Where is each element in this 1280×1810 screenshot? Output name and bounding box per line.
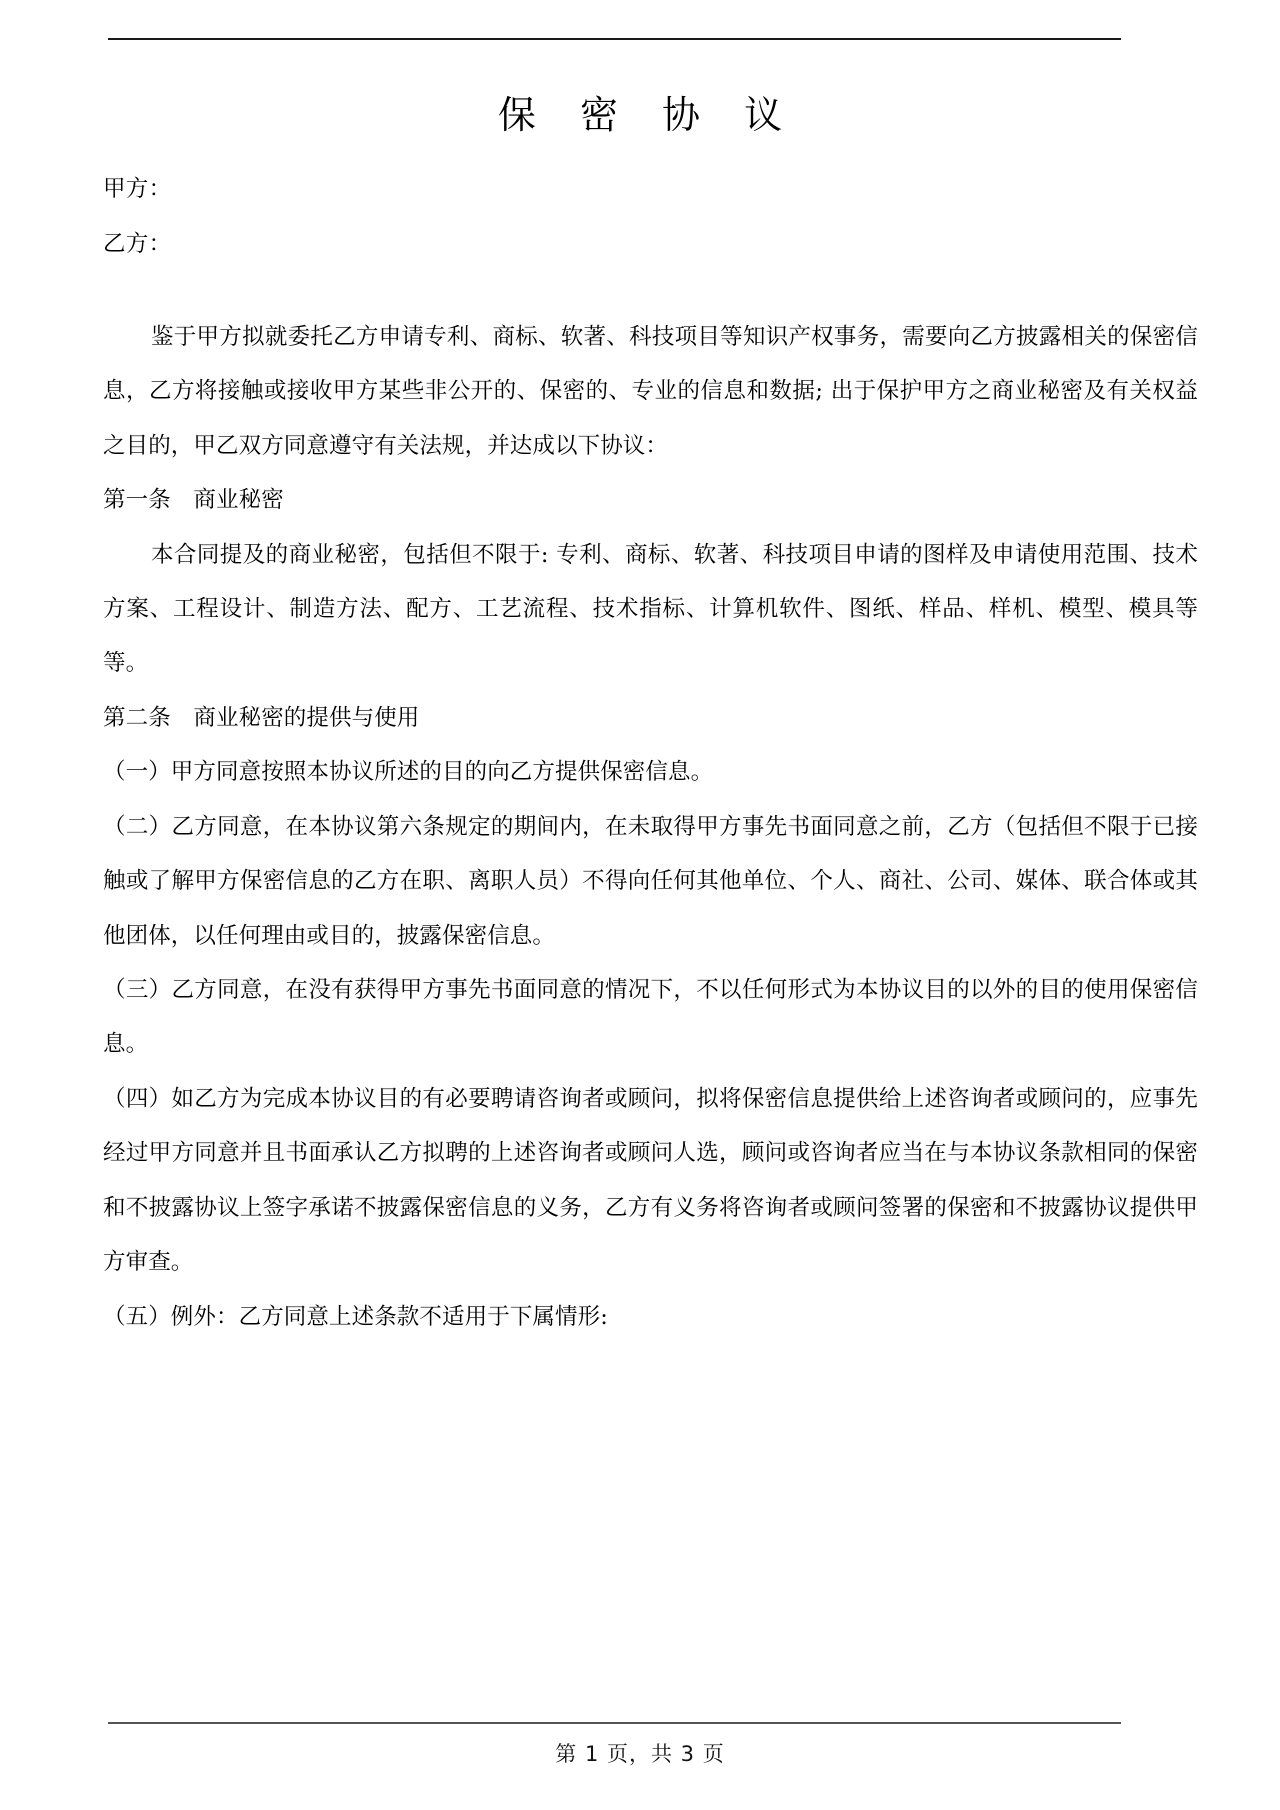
section-heading-2: 第二条 商业秘密的提供与使用 xyxy=(103,704,420,731)
page-footer xyxy=(0,1694,1280,1810)
party-b-label: 乙方： xyxy=(103,230,172,257)
parties-block xyxy=(0,162,1280,272)
document-content xyxy=(0,46,1280,1344)
section-2-item-1: （一）甲方同意按照本协议所述的目的向乙方提供保密信息。 xyxy=(103,759,714,786)
header-divider xyxy=(108,38,1121,40)
party-a-label: 甲方： xyxy=(103,175,172,202)
page-header xyxy=(0,0,1280,46)
footer-divider xyxy=(108,1722,1121,1724)
page-number: 第 1 页，共 3 页 xyxy=(555,1742,725,1766)
section-heading-1: 第一条 商业秘密 xyxy=(103,487,284,514)
section-2-item-5: （五）例外：乙方同意上述条款不适用于下属情形: xyxy=(103,1303,608,1330)
preamble-paragraph: 鉴于甲方拟就委托乙方申请专利、商标、软著、科技项目等知识产权事务，需要向乙方披露相关的保密信息，乙方将接触或接收甲方某些非公开的、保密的、专业的信息和数据; 出于保护甲方之商业秘密及有关权益之目的，甲乙双方同意遵守有关法规，并达成以下协议： xyxy=(103,323,1198,459)
page-title: 保 密 协 议 xyxy=(497,93,799,137)
section-1-paragraph-1: 本合同提及的商业秘密，包括但不限于: 专利、商标、软著、科技项目申请的图样及申请使用范围、技术方案、工程设计、制造方法、配方、工艺流程、技术指标、计算机软件、图纸、样品、样机、模型、模具等等。 xyxy=(103,541,1198,677)
section-2-item-2: （二）乙方同意，在本协议第六条规定的期间内，在未取得甲方事先书面同意之前，乙方（包括但不限于已接触或了解甲方保密信息的乙方在职、离职人员）不得向任何其他单位、个人、商社、公司、媒体、联合体或其他团体，以任何理由或目的，披露保密信息。 xyxy=(103,813,1198,949)
section-2-item-4: （四）如乙方为完成本协议目的有必要聘请咨询者或顾问，拟将保密信息提供给上述咨询者或顾问的，应事先经过甲方同意并且书面承认乙方拟聘的上述咨询者或顾问人选，顾问或咨询者应当在与本协议条款相同的保密和不披露协议上签字承诺不披露保密信息的义务，乙方有义务将咨询者或顾问签署的保密和不披露协议提供甲方审查。 xyxy=(103,1085,1198,1276)
document-body xyxy=(0,310,1280,1344)
section-2-item-3: （三）乙方同意，在没有获得甲方事先书面同意的情况下，不以任何形式为本协议目的以外的目的使用保密信息。 xyxy=(103,977,1198,1058)
